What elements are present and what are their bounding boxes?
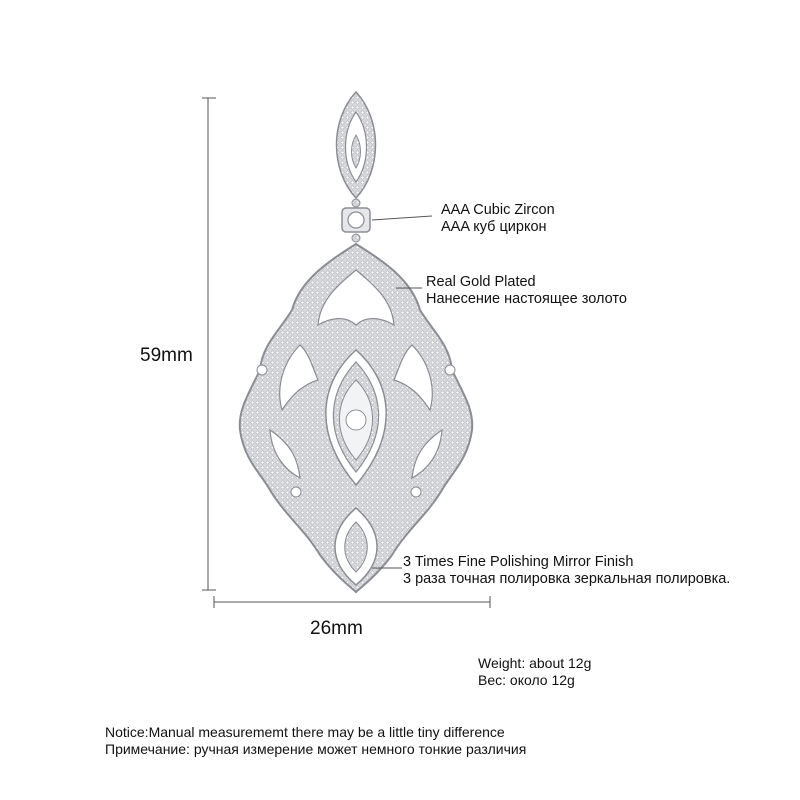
width-label: 26mm bbox=[310, 618, 363, 639]
height-dimension-line bbox=[202, 98, 216, 590]
width-dimension-line bbox=[214, 596, 490, 608]
weight-info bbox=[478, 655, 591, 689]
callout-polish-ru: 3 раза точная полировка зеркальная полировка. bbox=[403, 571, 731, 587]
notice-en: Notice:Manual measurememt there may be a little tiny difference bbox=[105, 724, 505, 740]
height-label: 59mm bbox=[140, 345, 193, 366]
notice bbox=[105, 724, 526, 758]
callout-gold bbox=[426, 274, 627, 308]
weight-ru: Вес: около 12g bbox=[478, 672, 575, 688]
callout-zircon-ru: AAA куб циркон bbox=[441, 219, 547, 235]
callout-polish-en: 3 Times Fine Polishing Mirror Finish bbox=[403, 554, 634, 570]
callout-zircon bbox=[441, 202, 555, 236]
connector-stone bbox=[342, 199, 370, 242]
notice-ru: Примечание: ручная измерение может немного тонкие различия bbox=[105, 741, 527, 757]
callout-zircon-en: AAA Cubic Zircon bbox=[441, 202, 555, 218]
callout-gold-ru: Нанесение настоящее золото bbox=[426, 291, 627, 307]
callout-gold-en: Real Gold Plated bbox=[426, 274, 536, 290]
top-marquise bbox=[337, 92, 376, 198]
callout-leader-zircon bbox=[372, 216, 432, 220]
callout-polish bbox=[403, 554, 730, 588]
weight-en: Weight: about 12g bbox=[478, 655, 592, 671]
